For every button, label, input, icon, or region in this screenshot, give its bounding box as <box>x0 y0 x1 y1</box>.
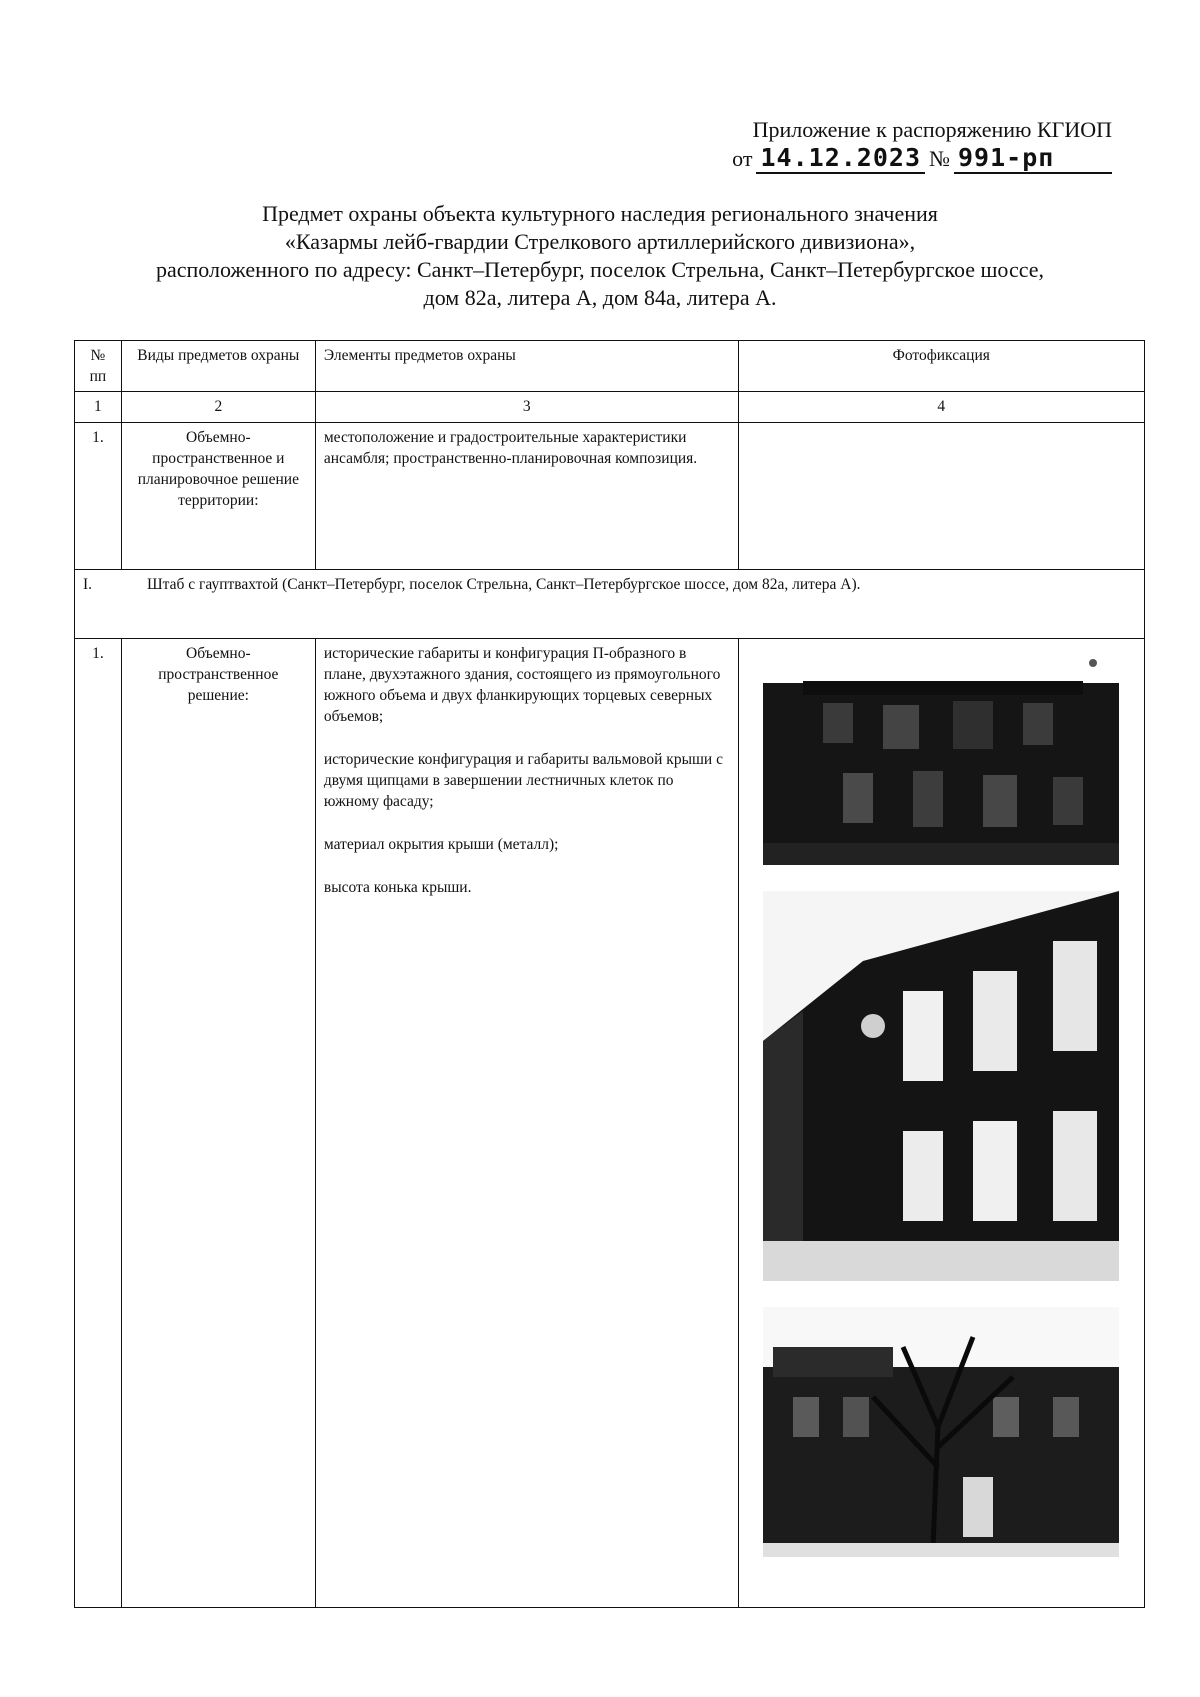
element-item: высота конька крыши. <box>323 879 472 896</box>
row-photo-empty <box>738 423 1145 570</box>
row-kind: Объемно-пространственное и планировочное решение территории: <box>121 423 315 570</box>
table-row <box>75 639 1145 1608</box>
number-label: № <box>929 146 950 171</box>
building-photo-2 <box>763 891 1119 1281</box>
header-elements: Элементы предметов охраны <box>315 341 738 392</box>
order-date: 14.12.2023 <box>756 144 925 174</box>
row-elements <box>315 639 738 1608</box>
column-number-row <box>75 392 1145 423</box>
table-row <box>75 423 1145 570</box>
row-number: 1. <box>75 639 122 1608</box>
title-line-1: Предмет охраны объекта культурного наследия регионального значения <box>262 201 938 226</box>
photo-column <box>747 643 1137 1557</box>
column-number: 1 <box>75 392 122 423</box>
protection-subject-table <box>74 340 1145 1608</box>
header-kind: Виды предметов охраны <box>121 341 315 392</box>
column-number: 2 <box>121 392 315 423</box>
section-row <box>75 570 1145 639</box>
header-photo: Фотофиксация <box>738 341 1145 392</box>
row-elements: местоположение и градостроительные характеристики ансамбля; пространственно-планировочная композиция. <box>315 423 738 570</box>
building-photo-3 <box>763 1307 1119 1557</box>
building-photo-1 <box>763 643 1119 865</box>
section-text: Штаб с гауптвахтой (Санкт–Петербург, поселок Стрельна, Санкт–Петербургское шоссе, дом 82а, литера А). <box>147 576 861 593</box>
section-roman: I. <box>83 576 93 593</box>
row-number: 1. <box>75 423 122 570</box>
document-title <box>90 200 1110 312</box>
column-number: 3 <box>315 392 738 423</box>
appendix-header <box>732 116 1112 174</box>
title-line-4: дом 82а, литера А, дом 84а, литера А. <box>423 285 777 310</box>
row-photos <box>738 639 1145 1608</box>
appendix-date-line <box>732 144 1112 174</box>
from-label: от <box>732 146 753 171</box>
title-line-2: «Казармы лейб-гвардии Стрелкового артиллерийского дивизиона», <box>284 229 916 254</box>
element-item: материал окрытия крыши (металл); <box>323 836 559 853</box>
section-heading <box>75 570 1145 639</box>
header-number: № пп <box>75 341 122 392</box>
order-number: 991-рп <box>954 144 1112 174</box>
column-number: 4 <box>738 392 1145 423</box>
table-header-row <box>75 341 1145 392</box>
appendix-title: Приложение к распоряжению КГИОП <box>752 117 1112 142</box>
element-item: исторические конфигурация и габариты вальмовой крыши с двумя щипцами в завершении лестничных клеток по южному фасаду; <box>323 751 723 810</box>
title-line-3: расположенного по адресу: Санкт–Петербург, поселок Стрельна, Санкт–Петербургское шоссе, <box>155 257 1045 282</box>
element-item: исторические габариты и конфигурация П-образного в плане, двухэтажного здания, состоящего из прямоугольного южного объема и двух фланкирующих торцевых северных объемов; <box>323 645 721 725</box>
row-kind: Объемно-пространственное решение: <box>121 639 315 1608</box>
